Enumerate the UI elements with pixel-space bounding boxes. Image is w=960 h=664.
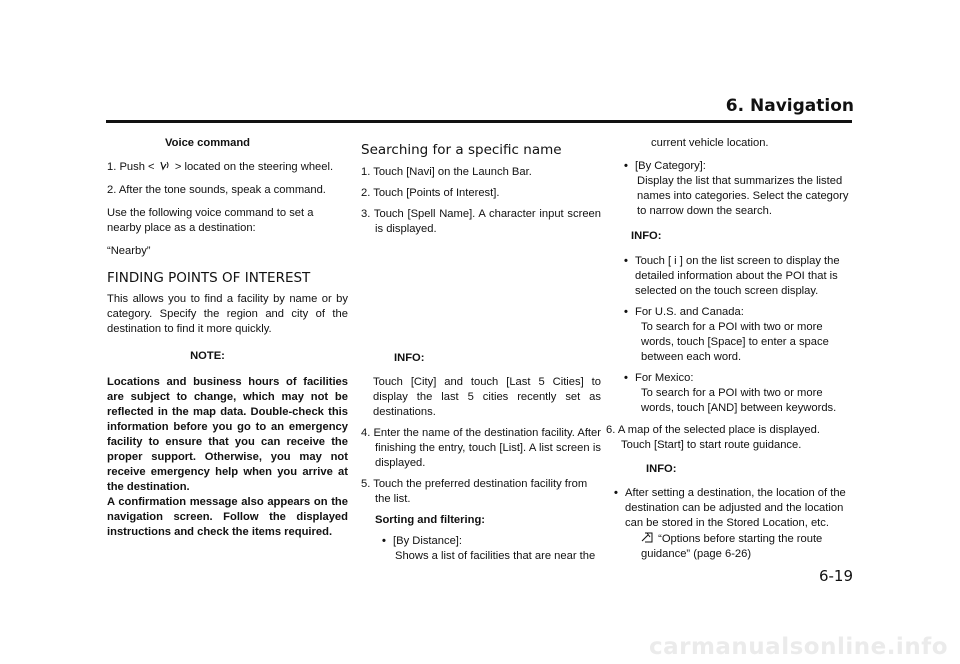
- bullet-by-category: [613, 159, 857, 219]
- bullet-by-category-text: Display the list that summarizes the listed names into categories. Select the category to narrow down the search.: [637, 175, 849, 217]
- info-bullet-2-text: To search for a POI with two or more words, touch [Space] to enter a space between each word.: [641, 321, 829, 363]
- distance-continued: current vehicle location.: [651, 137, 769, 149]
- bullet-dot: •: [624, 372, 628, 384]
- column-3: [606, 136, 857, 562]
- bullet-dot: •: [382, 535, 386, 547]
- note-text-1: Locations and business hours of facilities are subject to change, which may not be reflected in the map data. Double-check this information before you go to an emergency facility to ensure that you can receive the proper support. Otherwise, you may not receive emergency help when you arrive at the destination.: [107, 376, 348, 493]
- voice-step-1-pre: 1. Push <: [107, 161, 155, 173]
- bullet-dot: •: [624, 160, 628, 172]
- info-bullet-3-title: For Mexico:: [635, 372, 694, 384]
- search-step-5: 5. Touch the preferred destination facility from the list.: [361, 478, 588, 505]
- info-bullet-3: [613, 371, 857, 416]
- header-rule: [106, 120, 852, 123]
- steering-talk-switch-icon: [159, 160, 171, 171]
- info-bullet-2-title: For U.S. and Canada:: [635, 306, 744, 318]
- route-step-6: 6. A map of the selected place is displayed.: [606, 424, 820, 436]
- route-info-bullet-text: After setting a destination, the location of the destination can be adjusted and the location can be stored in the Stored Location, etc.: [625, 487, 846, 529]
- sorting-label: Sorting and filtering:: [375, 514, 486, 526]
- route-step-6-continued: Touch [Start] to start route guidance.: [621, 439, 802, 451]
- route-info-bullet: [607, 486, 857, 562]
- bullet-body: [625, 486, 857, 562]
- info-bullet-3-text: To search for a POI with two or more words, touch [AND] between keywords.: [641, 387, 837, 414]
- poi-body: This allows you to find a facility by name or by category. Specify the region and city of the destination to find it more quickly.: [107, 293, 348, 335]
- bullet-by-distance: [361, 534, 601, 564]
- page-reference-icon: [641, 531, 655, 544]
- poi-heading: FINDING POINTS OF INTEREST: [107, 270, 311, 286]
- bullet-body: [635, 159, 857, 219]
- info-bullet-1: [613, 254, 857, 299]
- voice-command-example: “Nearby”: [107, 245, 151, 257]
- column-2: [361, 136, 601, 564]
- page-number: 6-19: [818, 567, 853, 585]
- column-1: [107, 136, 348, 540]
- note-label: NOTE:: [190, 350, 225, 362]
- route-info-label: INFO:: [646, 463, 677, 475]
- bullet-by-category-title: [By Category]:: [635, 160, 706, 172]
- search-step-1: 1. Touch [Navi] on the Launch Bar.: [361, 166, 532, 178]
- search-info-text: Touch [City] and touch [Last 5 Cities] to display the last 5 cities recently set as destinations.: [373, 376, 601, 418]
- note-text-2: A confirmation message also appears on the navigation screen. Follow the displayed instructions and check the items required.: [107, 496, 348, 538]
- section-title: 6. Navigation: [725, 96, 854, 116]
- bullet-body: [393, 534, 601, 564]
- route-reference: [625, 531, 857, 562]
- bullet-body: [635, 371, 857, 416]
- info-bullet-2: [613, 305, 857, 365]
- bullet-by-distance-title: [By Distance]:: [393, 535, 463, 547]
- search-info-label: INFO:: [394, 352, 425, 364]
- voice-step-1: [107, 160, 348, 175]
- search-step-3: 3. Touch [Spell Name]. A character input screen is displayed.: [361, 208, 601, 235]
- voice-command-heading: Voice command: [165, 137, 250, 149]
- bullet-dot: •: [624, 255, 628, 267]
- bullet-body: [635, 305, 857, 365]
- voice-step-1-post: > located on the steering wheel.: [174, 161, 334, 173]
- bullet-dot: •: [624, 306, 628, 318]
- voice-intro: Use the following voice command to set a nearby place as a destination:: [107, 207, 314, 234]
- route-reference-text: “Options before starting the route guidance” (page 6-26): [641, 533, 823, 560]
- info-bullet-1-text: Touch [ i ] on the list screen to display the detailed information about the POI that is selected on the touch screen display.: [635, 255, 840, 297]
- bullet-by-distance-text: Shows a list of facilities that are near the: [395, 550, 596, 562]
- search-name-heading: Searching for a specific name: [361, 142, 562, 158]
- watermark-text: carmanualsonline.info: [648, 634, 948, 660]
- search-step-2: 2. Touch [Points of Interest].: [361, 187, 500, 199]
- voice-step-2: 2. After the tone sounds, speak a command.: [107, 184, 326, 196]
- bullet-dot: •: [614, 487, 618, 499]
- poi-info-label: INFO:: [631, 230, 662, 242]
- search-step-4: 4. Enter the name of the destination facility. After finishing the entry, touch [List]. A list screen is displayed.: [361, 427, 601, 469]
